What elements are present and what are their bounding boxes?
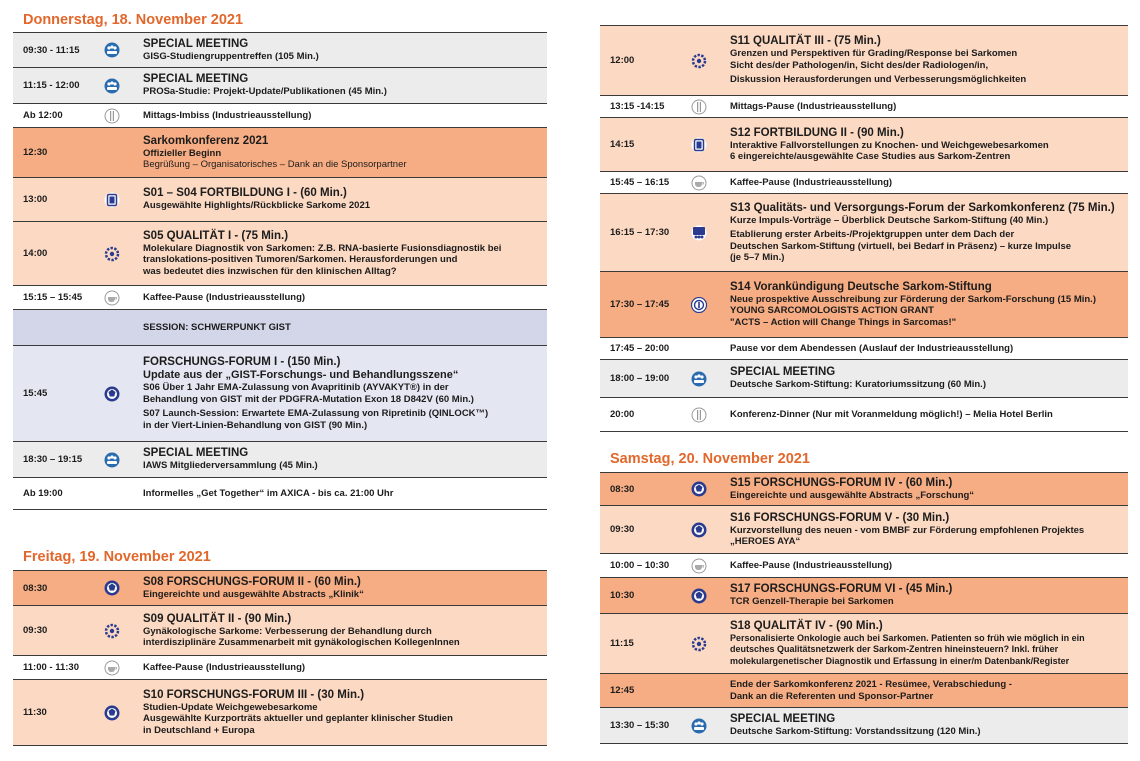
session-line: Pause vor dem Abendessen (Auslauf der Industrieausstellung) [730, 342, 1014, 354]
session-time: 17:45 – 20:00 [610, 343, 670, 354]
session-line: Interaktive Fallvorstellungen zu Knochen- und Weichgewebesarkomen [730, 139, 1049, 151]
schedule-row [13, 32, 547, 68]
session-line: Konferenz-Dinner (Nur mit Voranmeldung möglich!) – Melia Hotel Berlin [730, 408, 1053, 420]
session-time: 12:45 [610, 685, 635, 696]
session-time: 16:15 – 17:30 [610, 227, 670, 238]
session-line: „HEROES AYA“ [730, 536, 801, 547]
schedule-row [600, 25, 1128, 96]
schedule-row [600, 272, 1128, 338]
session-line: Deutsche Sarkom-Stiftung: Kuratoriumssitzung (60 Min.) [730, 379, 986, 391]
session-line: was bedeutet dies inzwischen für den klinischen Alltag? [143, 265, 397, 277]
session-title: S14 Vorankündigung Deutsche Sarkom-Stiftung [730, 280, 992, 293]
session-time: 14:15 [610, 139, 635, 150]
meeting-people-icon [104, 42, 120, 58]
session-line: Dank an die Referenten und Sponsor-Partner [730, 690, 934, 702]
session-line: Gynäkologische Sarkome: Verbesserung der Behandlung durch [143, 625, 432, 637]
session-subtitle: Update aus der „GIST-Forschungs- und Behandlungsszene“ [143, 369, 459, 381]
session-time: 15:45 – 16:15 [610, 177, 670, 188]
research-network-icon [104, 580, 120, 596]
session-line: S06 Über 1 Jahr EMA-Zulassung von Avapritinib (AYVAKYT®) in der [143, 382, 449, 393]
session-time: Ab 12:00 [23, 110, 63, 121]
quality-gear-icon [104, 246, 120, 262]
session-line: Personalisierte Onkologie auch bei Sarkomen. Patienten so früh wie möglich in ein [730, 632, 1085, 643]
session-line: Behandlung von GIST mit der PDGFRA-Mutation Exon 18 D842V (60 Min.) [143, 393, 474, 405]
session-time: 10:30 [610, 590, 635, 601]
day-heading-friday: Freitag, 19. November 2021 [23, 549, 211, 565]
session-time: 17:30 – 17:45 [610, 299, 670, 310]
session-line: Ende der Sarkomkonferenz 2021 - Resümee, Verabschiedung - [730, 679, 1012, 690]
session-time: 18:00 – 19:00 [610, 373, 670, 384]
session-time: 09:30 [610, 524, 635, 535]
session-line: Kurze Impuls-Vorträge – Überblick Deutsche Sarkom-Stiftung (40 Min.) [730, 214, 1049, 226]
quality-gear-icon [691, 53, 707, 69]
schedule-row [13, 606, 547, 656]
session-time: 14:00 [23, 248, 48, 259]
day-heading-thursday: Donnerstag, 18. November 2021 [23, 12, 244, 28]
session-time: 13:15 -14:15 [610, 101, 665, 112]
session-line: IAWS Mitgliederversammlung (45 Min.) [143, 460, 318, 472]
session-title: S01 – S04 FORTBILDUNG I - (60 Min.) [143, 187, 347, 200]
session-time: 18:30 – 19:15 [23, 454, 83, 465]
session-line: Neue prospektive Ausschreibung zur Förderung der Sarkom-Forschung (15 Min.) [730, 293, 1096, 305]
schedule-row [600, 118, 1128, 172]
session-line: Deutsche Sarkom-Stiftung: Vorstandssitzung (120 Min.) [730, 726, 981, 738]
cutlery-icon [104, 108, 120, 124]
schedule-row [600, 338, 1128, 360]
session-line: translokations-positiven Tumoren/Sarkomen. Herausforderungen und [143, 254, 458, 266]
session-line: Kaffee-Pause (Industrieausstellung) [730, 176, 893, 188]
session-line: YOUNG SARCOMOLOGISTS ACTION GRANT [730, 305, 934, 317]
session-time: 12:30 [23, 147, 48, 158]
session-line: Ausgewählte Highlights/Rückblicke Sarkome 2021 [143, 200, 371, 212]
forum-group-icon [691, 225, 707, 241]
session-line: in Deutschland + Europa [143, 724, 255, 736]
session-line: Mittags-Pause (Industrieausstellung) [730, 100, 897, 112]
schedule-row [600, 506, 1128, 554]
session-title: S05 QUALITÄT I - (75 Min.) [143, 229, 289, 242]
session-time: 12:00 [610, 55, 635, 66]
cutlery-icon [691, 99, 707, 115]
session-line: Studien-Update Weichgewebesarkome [143, 701, 318, 713]
schedule-row [600, 674, 1128, 708]
session-line: interdisziplinäre Zusammenarbeit mit gynäkologischen KollegenInnen [143, 637, 460, 648]
session-line: Eingereichte und ausgewählte Abstracts „Forschung“ [730, 489, 975, 501]
session-time: 15:45 [23, 388, 48, 399]
cutlery-icon [691, 407, 707, 423]
schedule-row [600, 172, 1128, 194]
meeting-people-icon [691, 371, 707, 387]
meeting-people-icon [104, 452, 120, 468]
coffee-cup-icon [691, 175, 707, 191]
session-line: Informelles „Get Together“ im AXICA - bis ca. 21:00 Uhr [143, 487, 394, 499]
quality-gear-icon [691, 636, 707, 652]
session-line: Sicht des/der Pathologen/in, Sicht des/der Radiologen/in, [730, 59, 989, 71]
schedule-row [13, 656, 547, 680]
session-time: 10:00 – 10:30 [610, 560, 670, 571]
research-network-icon [691, 588, 707, 604]
schedule-row [600, 360, 1128, 398]
schedule-row [13, 442, 547, 478]
session-title: S16 FORSCHUNGS-FORUM V - (30 Min.) [730, 511, 950, 524]
schedule-row [13, 178, 547, 222]
session-time: 11:15 - 12:00 [23, 80, 80, 91]
schedule-row [13, 68, 547, 104]
meeting-people-icon [691, 718, 707, 734]
schedule-row [13, 478, 547, 510]
session-title: SPECIAL MEETING [730, 366, 836, 379]
session-time: 11:00 - 11:30 [23, 662, 79, 673]
session-line: Kurzvorstellung des neuen - vom BMBF zur Förderung empfohlenen Projektes [730, 524, 1085, 536]
schedule-row [600, 472, 1128, 506]
foundation-seal-icon [691, 297, 707, 313]
session-line: TCR Genzell-Therapie bei Sarkomen [730, 596, 894, 608]
session-time: 13:30 – 15:30 [610, 720, 670, 731]
session-time: 11:30 [23, 707, 47, 718]
day-heading-saturday: Samstag, 20. November 2021 [610, 451, 810, 467]
schedule-row [600, 614, 1128, 674]
session-title: S09 QUALITÄT II - (90 Min.) [143, 612, 292, 625]
schedule-row [13, 680, 547, 746]
session-time: 08:30 [610, 483, 635, 495]
session-title: S08 FORSCHUNGS-FORUM II - (60 Min.) [143, 575, 361, 588]
session-time: 13:00 [23, 194, 48, 205]
schedule-row [600, 398, 1128, 432]
research-network-icon [691, 522, 707, 538]
schedule-row [600, 578, 1128, 614]
session-title: S13 Qualitäts- und Versorgungs-Forum der Sarkomkonferenz (75 Min.) [730, 201, 1115, 214]
session-title: SPECIAL MEETING [143, 73, 249, 86]
session-line: Begrüßung – Organisatorisches – Dank an die Sponsorpartner [143, 159, 407, 170]
schedule-row [13, 346, 547, 442]
session-time: 20:00 [610, 409, 635, 420]
schedule-row [13, 104, 547, 128]
schedule-row [13, 286, 547, 310]
meeting-people-icon [104, 78, 120, 94]
session-time: 11:15 [610, 638, 634, 649]
session-line: SESSION: SCHWERPUNKT GIST [143, 321, 291, 333]
session-line: Etablierung erster Arbeits-/Projektgruppen unter dem Dach der [730, 229, 1015, 240]
session-line: molekulargenetischer Diagnostik und Erfassung in einer/m Datenbank/Register [730, 655, 1070, 666]
session-line: Deutschen Sarkom-Stiftung (virtuell, bei Bedarf in Präsenz) – kurze Impulse [730, 240, 1072, 252]
schedule-row [13, 222, 547, 286]
schedule-row [600, 194, 1128, 272]
session-title: S12 FORTBILDUNG II - (90 Min.) [730, 126, 904, 139]
session-line: Eingereichte und ausgewählte Abstracts „Klinik“ [143, 588, 364, 600]
session-line: Offizieller Beginn [143, 147, 222, 159]
session-time: 15:15 – 15:45 [23, 292, 83, 303]
session-title: S11 QUALITÄT III - (75 Min.) [730, 35, 881, 48]
session-title: FORSCHUNGS-FORUM I - (150 Min.) [143, 356, 341, 368]
session-line: Kaffee-Pause (Industrieausstellung) [143, 661, 306, 673]
session-title: Sarkomkonferenz 2021 [143, 134, 269, 147]
session-line: Grenzen und Perspektiven für Grading/Response bei Sarkomen [730, 48, 1018, 60]
quality-gear-icon [104, 623, 120, 639]
session-line: GISG-Studiengruppentreffen (105 Min.) [143, 50, 319, 62]
session-line: "ACTS – Action will Change Things in Sarcomas!" [730, 316, 957, 328]
schedule-row [600, 96, 1128, 118]
session-title: S17 FORSCHUNGS-FORUM VI - (45 Min.) [730, 583, 953, 596]
session-line: Ausgewählte Kurzporträts aktueller und geplanter klinischer Studien [143, 713, 453, 725]
session-line: Mittags-Imbiss (Industrieausstellung) [143, 109, 312, 121]
schedule-row [600, 554, 1128, 578]
book-icon [104, 192, 120, 208]
schedule-row [600, 708, 1128, 744]
session-title: SPECIAL MEETING [730, 713, 836, 726]
session-line: (je 5–7 Min.) [730, 252, 785, 263]
session-title: S18 QUALITÄT IV - (90 Min.) [730, 619, 883, 632]
session-time: 09:30 - 11:15 [23, 44, 80, 56]
session-line: 6 eingereichte/ausgewählte Case Studies aus Sarkom-Zentren [730, 151, 1011, 162]
research-network-icon [104, 705, 120, 721]
schedule-row [13, 128, 547, 178]
session-time: Ab 19:00 [23, 488, 63, 499]
research-network-icon [691, 481, 707, 497]
session-line: Diskussion Herausforderungen und Verbesserungsmöglichkeiten [730, 74, 1027, 86]
coffee-cup-icon [691, 558, 707, 574]
session-line: deutsches Qualitätsnetzwerk der Sarkom-Zentren hineinsteuern? Inkl. früher [730, 644, 1059, 655]
session-time: 08:30 [23, 582, 48, 594]
session-title: S15 FORSCHUNGS-FORUM IV - (60 Min.) [730, 476, 953, 489]
research-network-icon [104, 386, 120, 402]
session-line: PROSa-Studie: Projekt-Update/Publikationen (45 Min.) [143, 86, 387, 98]
session-time: 09:30 [23, 625, 48, 636]
session-line: Kaffee-Pause (Industrieausstellung) [143, 291, 306, 303]
coffee-cup-icon [104, 660, 120, 676]
session-line: Kaffee-Pause (Industrieausstellung) [730, 559, 893, 571]
session-line: in der Viert-Linien-Behandlung von GIST (90 Min.) [143, 419, 368, 431]
schedule-row [13, 310, 547, 346]
session-title: SPECIAL MEETING [143, 447, 249, 460]
book-icon [691, 137, 707, 153]
coffee-cup-icon [104, 290, 120, 306]
session-title: SPECIAL MEETING [143, 37, 249, 50]
session-line: S07 Launch-Session: Erwartete EMA-Zulassung von Ripretinib (QINLOCK™) [143, 408, 489, 419]
session-title: S10 FORSCHUNGS-FORUM III - (30 Min.) [143, 688, 365, 701]
session-line: Molekulare Diagnostik von Sarkomen: Z.B. RNA-basierte Fusionsdiagnostik bei [143, 242, 502, 254]
schedule-row [13, 570, 547, 606]
